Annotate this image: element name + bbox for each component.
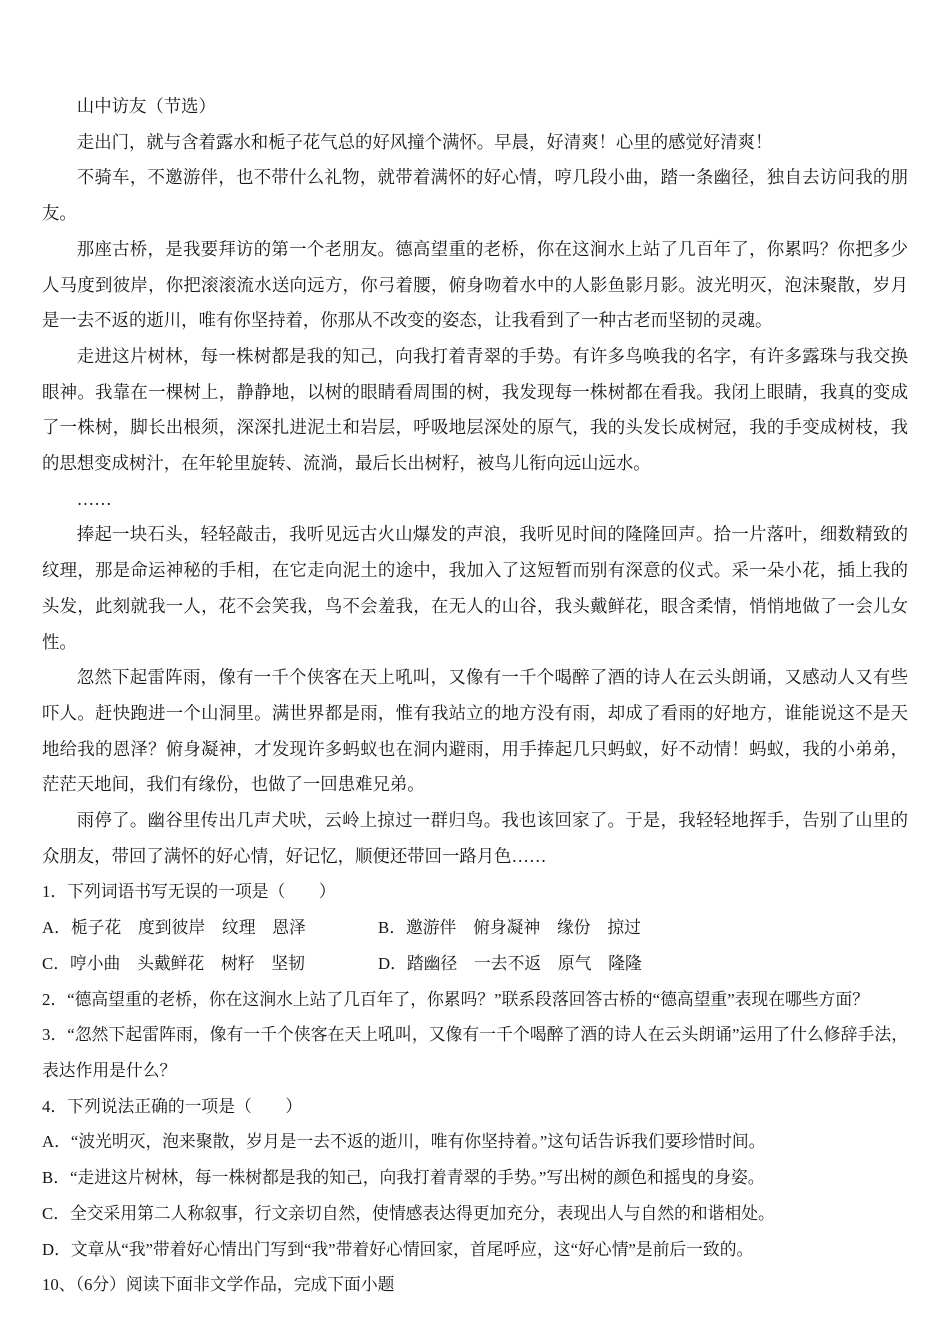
passage-paragraph-1: 走出门，就与含着露水和栀子花气总的好风撞个满怀。早晨，好清爽！心里的感觉好清爽！ [76,131,773,152]
q1-option-b: B．邀游伴 俯身凝神 缘份 掠过 [378,918,641,938]
question-1-stem: 1．下列词语书写无误的一项是（ ） [42,882,336,902]
q1-option-d: D．踏幽径 一去不返 原气 隆隆 [378,953,642,973]
q4-option-a: A．“波光明灭，泡来聚散，岁月是一去不返的逝川，唯有你坚持着。”这句话告诉我们要珍惜时间。 [42,1132,766,1152]
passage-paragraph-3: 那座古桥，是我要拜访的第一个老朋友。德高望重的老桥，你在这涧水上站了几百年了，你累吗？你把多少人马度到彼岸，你把滚滚流水送向远方，你弓着腰，俯身吻着水中的人影鱼影月影。波光明灭，泡沫聚散，岁月是一去不返的逝川，唯有你坚持着，你那从不改变的姿态，让我看到了一种古老而坚韧的灵魂。 [42,238,908,331]
passage-paragraph-7: 忽然下起雷阵雨，像有一千个侠客在天上吼叫，又像有一千个喝醉了酒的诗人在云头朗诵，又感动人又有些吓人。赶快跑进一个山洞里。满世界都是雨，惟有我站立的地方没有雨，却成了看雨的好地方，谁能说这不是天地给我的恩泽？俯身凝神，才发现许多蚂蚁也在洞内避雨，用手捧起几只蚂蚁，好不动情！蚂蚁，我的小弟弟，茫茫天地间，我们有缘份，也做了一回患难兄弟。 [42,667,908,795]
q1-option-c: C．哼小曲 头戴鲜花 树籽 坚韧 [42,953,305,973]
question-3-stem: 3．“忽然下起雷阵雨，像有一千个侠客在天上吼叫，又像有一千个喝醉了酒的诗人在云头朗诵”运用了什么修辞手法，表达作用是什么？ [42,1025,908,1080]
question-10-stem: 10、（6分）阅读下面非文学作品，完成下面小题 [42,1275,395,1295]
passage-paragraph-8: 雨停了。幽谷里传出几声犬吠，云岭上掠过一群归鸟。我也该回家了。于是，我轻轻地挥手，告别了山里的众朋友，带回了满怀的好心情，好记忆，顺便还带回一路月色…… [42,810,908,866]
reading-passage [42,89,908,874]
passage-title: 山中访友（节选） [76,96,216,116]
passage-paragraph-2: 不骑车，不邀游伴，也不带什么礼物，就带着满怀的好心情，哼几段小曲，踏一条幽径，独自去访问我的朋友。 [42,167,908,224]
q4-option-d: D．文章从“我”带着好心情出门写到“我”带着好心情回家，首尾呼应，这“好心情”是前后一致的。 [42,1239,754,1259]
q4-option-b: B．“走进这片树林，每一株树都是我的知己，向我打着青翠的手势。”写出树的颜色和摇曳的身姿。 [42,1168,765,1188]
q1-option-a: A．栀子花 度到彼岸 纹理 恩泽 [42,918,306,938]
passage-ellipsis: …… [76,488,112,509]
q1-options-row-2 [42,946,908,982]
passage-paragraph-6: 捧起一块石头，轻轻敲击，我听见远古火山爆发的声浪，我听见时间的隆隆回声。拾一片落叶，细数精致的纹理，那是命运神秘的手相，在它走向泥土的途中，我加入了这短暂而别有深意的仪式。采一朵小花，插上我的头发，此刻就我一人，花不会笑我，鸟不会羞我，在无人的山谷，我头戴鲜花，眼含柔情，悄悄地做了一会儿女性。 [42,524,908,652]
q4-option-c: C．全交采用第二人称叙事，行文亲切自然，使情感表达得更加充分，表现出人与自然的和谐相处。 [42,1203,775,1223]
questions-section [42,874,908,1302]
question-4-stem: 4．下列说法正确的一项是（ ） [42,1096,303,1116]
question-2-stem: 2．“德高望重的老桥，你在这涧水上站了几百年了，你累吗？”联系段落回答古桥的“德高望重”表现在哪些方面？ [42,989,869,1009]
passage-paragraph-4: 走进这片树林，每一株树都是我的知己，向我打着青翠的手势。有许多鸟唤我的名字，有许多露珠与我交换眼神。我靠在一棵树上，静静地，以树的眼睛看周围的树，我发现每一株树都在看我。我闭上眼睛，我真的变成了一株树，脚长出根须，深深扎进泥土和岩层，呼吸地层深处的原气，我的头发长成树冠，我的手变成树枝，我的思想变成树汁，在年轮里旋转、流淌，最后长出树籽，被鸟儿衔向远山远水。 [42,345,908,474]
q1-options-row-1 [42,910,908,946]
